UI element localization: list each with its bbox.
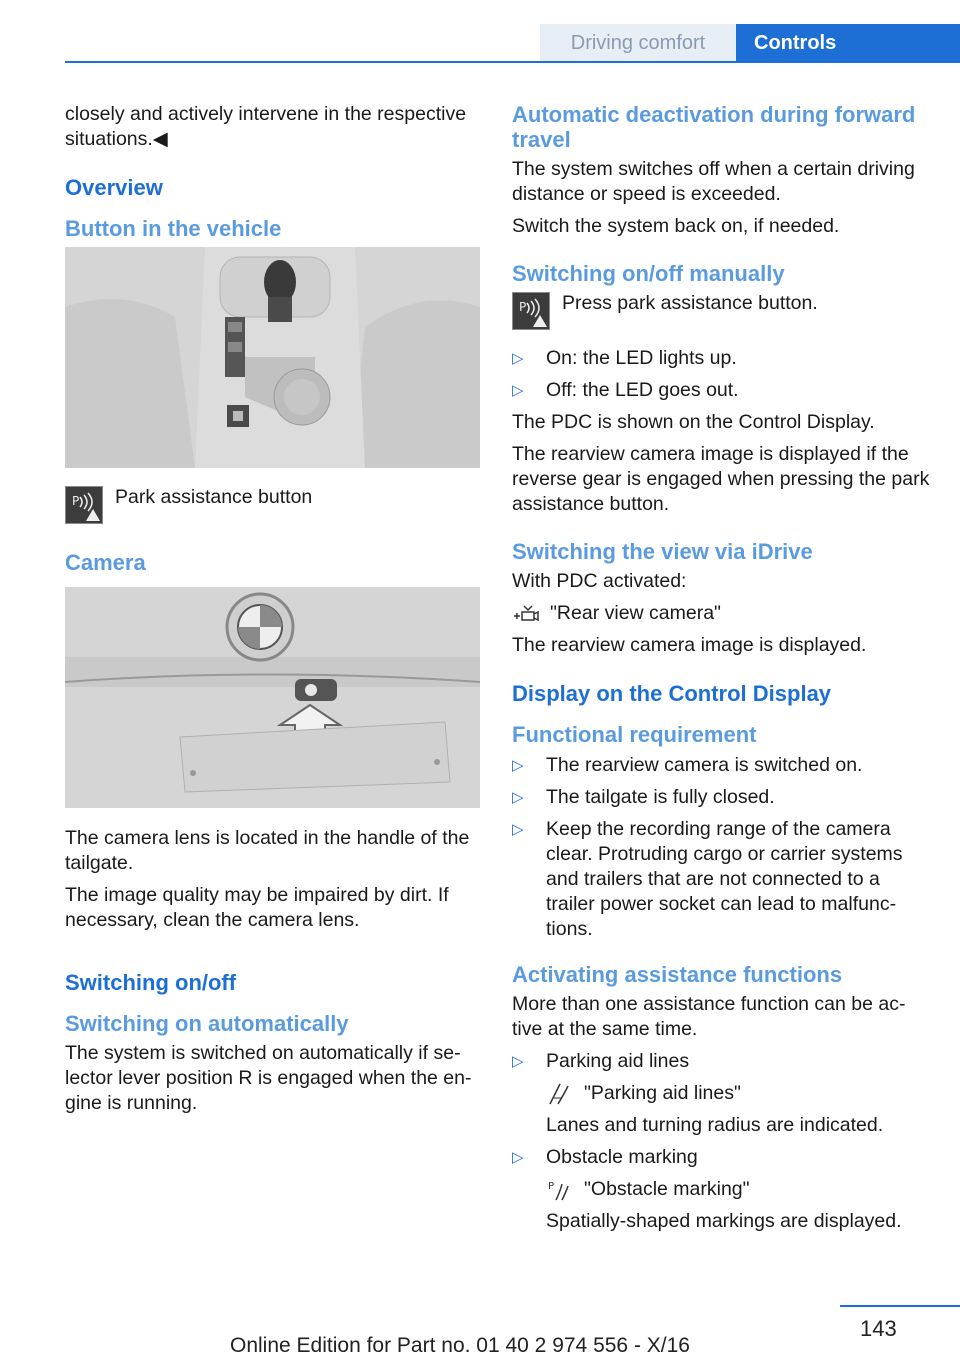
list-item: ▷ The tailgate is fully closed. bbox=[512, 786, 775, 808]
camera-dirt-text: The image quality may be impaired by dirt. If necessary, clean the camera lens. bbox=[65, 884, 449, 931]
obstacle-marking-desc: Spatially-shaped markings are displayed. bbox=[546, 1210, 902, 1232]
console-illustration bbox=[65, 247, 480, 468]
edition-footer: Online Edition for Part no. 01 40 2 974 556 - X/16 bbox=[230, 1334, 690, 1357]
console-figure bbox=[65, 247, 480, 468]
obstacle-marking-menu-label: "Obstacle marking" bbox=[584, 1178, 750, 1200]
left-column bbox=[65, 102, 481, 1123]
switching-heading: Switching on/off bbox=[65, 970, 237, 995]
header-chapter-tab: Controls bbox=[736, 24, 960, 62]
right-column bbox=[512, 102, 932, 1241]
triangle-bullet-icon: ▷ bbox=[512, 757, 524, 774]
triangle-bullet-icon: ▷ bbox=[512, 1053, 524, 1070]
auto-on-heading: Switching on automatically bbox=[65, 1011, 349, 1036]
list-item: ▷ The rearview camera is switched on. bbox=[512, 754, 863, 776]
idrive-result-text: The rearview camera image is displayed. bbox=[512, 634, 867, 656]
assist-list bbox=[512, 1049, 932, 1234]
manual-list bbox=[512, 346, 932, 403]
rear-view-menu-label: "Rear view camera" bbox=[550, 602, 721, 624]
manual-row bbox=[512, 292, 932, 330]
parking-aid-lines-desc: Lanes and turning radius are indicated. bbox=[546, 1114, 884, 1136]
requirement-heading: Functional requirement bbox=[512, 722, 757, 747]
list-item: ▷ On: the LED lights up. bbox=[512, 347, 737, 369]
triangle-bullet-icon: ▷ bbox=[512, 382, 524, 399]
parking-aid-lines-icon bbox=[546, 1082, 574, 1106]
manual-text: Press park assistance button. bbox=[562, 292, 818, 314]
header-rule bbox=[65, 61, 960, 63]
intro-text: closely and actively intervene in the respective situations.◀ bbox=[65, 103, 467, 150]
list-item-obstacle-marking bbox=[512, 1145, 932, 1234]
tailgate-illustration bbox=[65, 587, 480, 808]
parking-aid-lines-menu-label: "Parking aid lines" bbox=[584, 1082, 741, 1104]
obstacle-marking-label: Obstacle marking bbox=[546, 1146, 698, 1168]
pdc-text: The PDC is shown on the Control Display. bbox=[512, 411, 875, 433]
park-assistance-icon bbox=[65, 486, 103, 524]
rearview-text: The rearview camera image is displayed if the reverse gear is engaged when pressing the park assistance button. bbox=[512, 443, 930, 515]
rear-view-camera-icon bbox=[512, 602, 540, 626]
manual-heading: Switching on/off manually bbox=[512, 261, 785, 286]
triangle-bullet-icon: ▷ bbox=[512, 1149, 524, 1166]
triangle-bullet-icon: ▷ bbox=[512, 350, 524, 367]
obstacle-marking-icon bbox=[546, 1178, 574, 1202]
triangle-bullet-icon: ▷ bbox=[512, 789, 524, 806]
idrive-text: With PDC activated: bbox=[512, 570, 687, 592]
auto-off-heading: Automatic deactivation during forward travel bbox=[512, 102, 916, 152]
assist-heading: Activating assistance functions bbox=[512, 962, 843, 987]
camera-figure bbox=[65, 587, 480, 808]
parking-aid-lines-menu-row bbox=[546, 1081, 932, 1106]
assist-text: More than one assistance function can be ac- tive at the same time. bbox=[512, 993, 906, 1040]
rear-view-menu-row bbox=[512, 601, 932, 626]
list-item-parking-aid-lines bbox=[512, 1049, 932, 1138]
button-caption-row bbox=[65, 486, 481, 524]
list-item: ▷ Keep the recording range of the camera clear. Protruding cargo or carrier systems and trailers that are not connected to a trailer power socket can lead to malfunc- tions. bbox=[512, 818, 903, 940]
requirement-list bbox=[512, 753, 932, 942]
obstacle-marking-menu-row bbox=[546, 1177, 932, 1202]
triangle-bullet-icon: ▷ bbox=[512, 821, 524, 838]
auto-off-text: The system switches off when a certain driving distance or speed is exceeded. bbox=[512, 158, 915, 205]
switch-back-text: Switch the system back on, if needed. bbox=[512, 215, 840, 237]
header-section-tab: Driving comfort bbox=[540, 24, 736, 62]
auto-on-text: The system is switched on automatically if se- lector lever position R is engaged when the en- gine is running. bbox=[65, 1042, 472, 1114]
idrive-heading: Switching the view via iDrive bbox=[512, 539, 813, 564]
page-number: 143 bbox=[860, 1316, 897, 1341]
svg-text:P: P bbox=[548, 1180, 555, 1192]
list-item: ▷ Off: the LED goes out. bbox=[512, 379, 739, 401]
display-heading: Display on the Control Display bbox=[512, 681, 832, 706]
park-assistance-icon bbox=[512, 292, 550, 330]
svg-text:P: P bbox=[519, 300, 527, 314]
camera-heading: Camera bbox=[65, 550, 146, 575]
button-caption: Park assistance button bbox=[115, 486, 313, 508]
button-heading: Button in the vehicle bbox=[65, 216, 282, 241]
svg-text:P: P bbox=[72, 494, 80, 508]
overview-heading: Overview bbox=[65, 175, 163, 200]
camera-location-text: The camera lens is located in the handle of the tailgate. bbox=[65, 827, 470, 874]
footer-rule bbox=[840, 1305, 960, 1307]
parking-aid-lines-label: Parking aid lines bbox=[546, 1050, 690, 1072]
